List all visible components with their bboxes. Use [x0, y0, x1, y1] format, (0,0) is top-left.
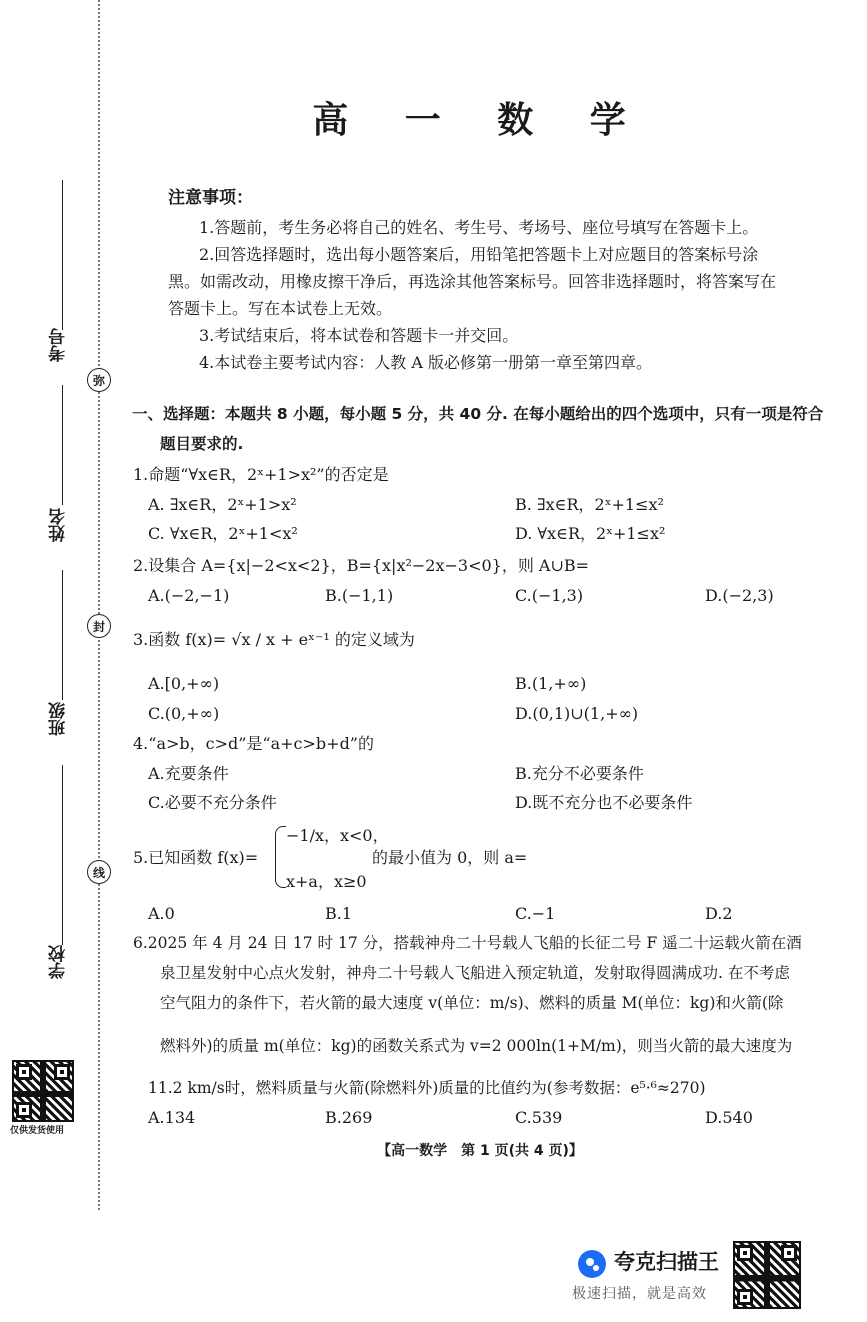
- q4-option-d: D.既不充分也不必要条件: [515, 793, 693, 812]
- scanner-logo-icon: [578, 1250, 606, 1278]
- seal-circle-feng: 封: [87, 614, 111, 638]
- q5-stem-end: 的最小值为 0，则 a=: [372, 848, 528, 867]
- q2-option-b: B.(−1,1): [325, 586, 394, 605]
- q3-option-a: A.[0,+∞): [148, 674, 220, 693]
- q6-option-a: A.134: [148, 1108, 196, 1127]
- q1-option-a: A. ∃x∈R，2ˣ+1>x²: [148, 495, 297, 514]
- scanner-slogan: 极速扫描，就是高效: [572, 1286, 707, 1302]
- q6-line-5: 11.2 km/s时，燃料质量与火箭(除燃料外)质量的比值约为(参考数据：e⁵·⁶≈270): [148, 1079, 706, 1097]
- q1-option-c: C. ∀x∈R，2ˣ+1<x²: [148, 524, 298, 543]
- q1-option-b: B. ∃x∈R，2ˣ+1≤x²: [515, 495, 664, 514]
- q6-line-3: 空气阻力的条件下，若火箭的最大速度 v(单位：m/s)、燃料的质量 M(单位：kg)和火箭(除: [160, 994, 784, 1012]
- q1-option-d: D. ∀x∈R，2ˣ+1≤x²: [515, 524, 666, 543]
- notice-item-2-end: 答题卡上。写在本试卷上无效。: [168, 299, 393, 318]
- q5-piece-2: x+a，x≥0: [286, 872, 367, 891]
- qr-caption: 仅供发货使用: [10, 1126, 65, 1136]
- q2-option-d: D.(−2,3): [705, 586, 774, 605]
- seal-circle-mi: 弥: [87, 368, 111, 392]
- q2-option-a: A.(−2,−1): [148, 586, 230, 605]
- notice-heading: 注意事项：: [168, 188, 253, 208]
- class-line: [62, 570, 63, 700]
- notice-item-4: 4.本试卷主要考试内容：人教 A 版必修第一册第一章至第四章。: [199, 353, 652, 372]
- school-label: 学校: [49, 945, 69, 979]
- binding-dotted-line: [98, 0, 100, 1210]
- seal-circle-xian: 线: [87, 860, 111, 884]
- q2-option-c: C.(−1,3): [515, 586, 584, 605]
- q6-line-1: 6.2025 年 4 月 24 日 17 时 17 分，搭载神舟二十号载人飞船的长征二号 F 遥二十运载火箭在酒: [133, 934, 802, 952]
- q4-option-b: B.充分不必要条件: [515, 764, 644, 783]
- q3-option-c: C.(0,+∞): [148, 704, 220, 723]
- q6-option-d: D.540: [705, 1108, 753, 1127]
- exam-number-label: 考号: [49, 328, 69, 362]
- scanner-brand: 夸克扫描王: [614, 1250, 719, 1274]
- q6-option-b: B.269: [325, 1108, 373, 1127]
- notice-item-3: 3.考试结束后，将本试卷和答题卡一并交回。: [199, 326, 519, 345]
- notice-item-1: 1.答题前，考生务必将自己的姓名、考生号、考场号、座位号填写在答题卡上。: [199, 218, 759, 237]
- q5-option-a: A.0: [148, 904, 175, 923]
- scanner-qr-code: [733, 1241, 801, 1309]
- q3-stem: 3.函数 f(x)= √x / x + eˣ⁻¹ 的定义域为: [133, 630, 415, 649]
- q2-stem: 2.设集合 A={x|−2<x<2}，B={x|x²−2x−3<0}，则 A∪B=: [133, 556, 590, 575]
- q6-line-2: 泉卫星发射中心点火发射，神舟二十号载人飞船进入预定轨道，发射取得圆满成功. 在不考虑: [160, 964, 790, 982]
- section-heading-cont: 题目要求的.: [160, 435, 244, 453]
- notice-item-2-cont: 黑。如需改动，用橡皮擦干净后，再选涂其他答案标号。回答非选择题时，将答案写在: [168, 272, 777, 291]
- q5-piece-1: −1/x，x<0，: [286, 826, 389, 845]
- class-label: 班级: [49, 702, 69, 736]
- q3-option-d: D.(0,1)∪(1,+∞): [515, 704, 639, 723]
- page-footer: 【高一数学 第 1 页(共 4 页)】: [377, 1143, 583, 1159]
- q5-option-d: D.2: [705, 904, 733, 923]
- name-label: 姓名: [49, 508, 69, 542]
- q5-option-b: B.1: [325, 904, 353, 923]
- sidebar-qr-code: [12, 1060, 74, 1122]
- notice-item-2: 2.回答选择题时，选出每小题答案后，用铅笔把答题卡上对应题目的答案标号涂: [199, 245, 759, 264]
- name-line: [62, 385, 63, 505]
- q6-line-4: 燃料外)的质量 m(单位：kg)的函数关系式为 v=2 000ln(1+M/m)，则当火箭的最大速度为: [160, 1037, 793, 1055]
- q4-option-c: C.必要不充分条件: [148, 793, 277, 812]
- q1-stem: 1.命题“∀x∈R，2ˣ+1>x²”的否定是: [133, 465, 389, 484]
- page-title: 高 一 数 学: [312, 100, 648, 141]
- q6-option-c: C.539: [515, 1108, 563, 1127]
- section-heading: 一、选择题：本题共 8 小题，每小题 5 分，共 40 分. 在每小题给出的四个选项中，只有一项是符合: [132, 405, 824, 423]
- q4-stem: 4.“a>b，c>d”是“a+c>b+d”的: [133, 734, 374, 753]
- school-line: [62, 765, 63, 945]
- q3-option-b: B.(1,+∞): [515, 674, 587, 693]
- q4-option-a: A.充要条件: [148, 764, 229, 783]
- exam-number-line: [62, 180, 63, 330]
- q5-stem-start: 5.已知函数 f(x)=: [133, 848, 259, 867]
- q5-option-c: C.−1: [515, 904, 556, 923]
- q5-brace: [275, 826, 286, 888]
